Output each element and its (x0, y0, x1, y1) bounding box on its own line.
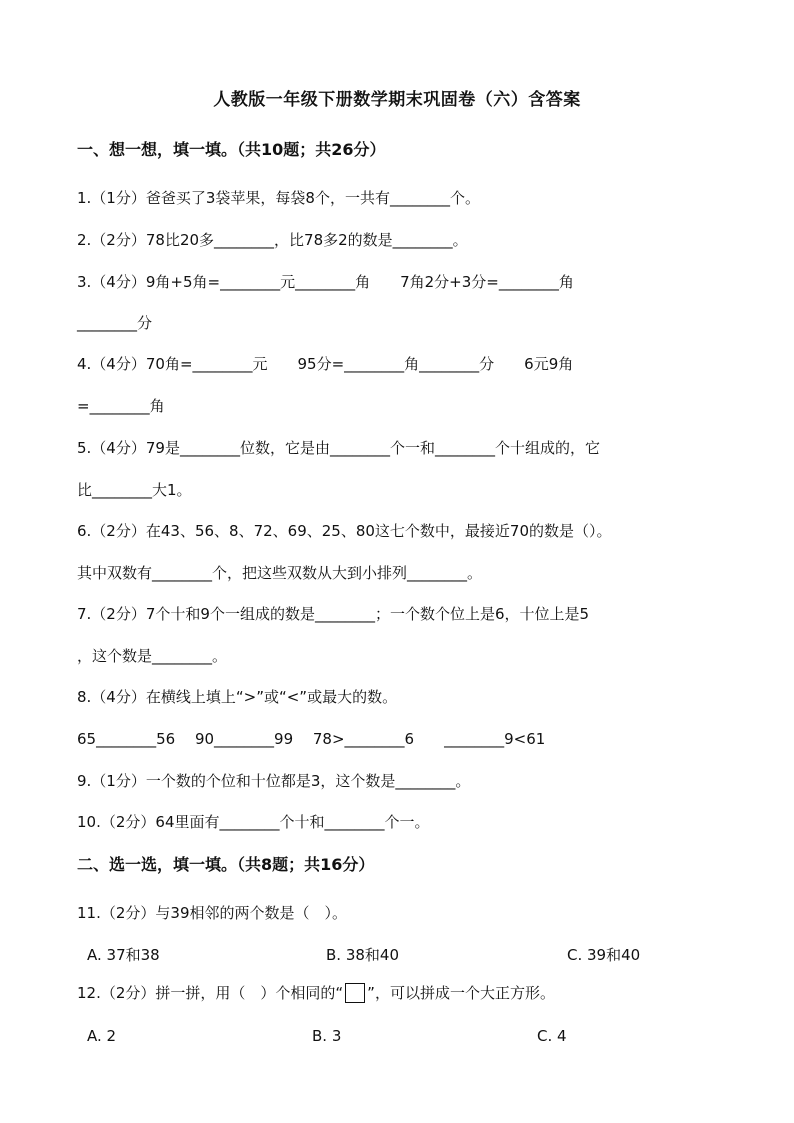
question-10: 10.（2分）64里面有________个十和________个一。 (77, 813, 430, 831)
question-12 (77, 982, 555, 1003)
question-3-line-1: 3.（4分）9角+5角=________元________角 7角2分+3分=________角 (77, 273, 574, 291)
question-11-option-b: B. 38和40 (326, 946, 400, 964)
section-2-heading: 二、选一选，填一填。（共8题；共16分） (77, 855, 375, 874)
question-12-text-before: 12.（2分）拼一拼，用（ ）个相同的“ (77, 984, 344, 1002)
question-7-line-2: ，这个数是________。 (77, 647, 228, 665)
question-11-option-a: A. 37和38 (87, 946, 160, 964)
question-8-line-1: 8.（4分）在横线上填上“>”或“<”或最大的数。 (77, 688, 398, 706)
section-1-heading: 一、想一想，填一填。（共10题；共26分） (77, 140, 386, 159)
question-6-line-1: 6.（2分）在43、56、8、72、69、25、80这七个数中，最接近70的数是（）。 (77, 522, 612, 540)
question-4-line-1: 4.（4分）70角=________元 95分=________角________分 6元9角 (77, 355, 574, 373)
question-5-line-1: 5.（4分）79是________位数，它是由________个一和________个十组成的，它 (77, 439, 600, 457)
square-icon (345, 983, 365, 1003)
question-2: 2.（2分）78比20多________，比78多2的数是________。 (77, 231, 468, 249)
question-12-text-after: ”，可以拼成一个大正方形。 (367, 984, 555, 1002)
question-7-line-1: 7.（2分）7个十和9个一组成的数是________；一个数个位上是6，十位上是5 (77, 605, 590, 623)
question-3-line-2: ________分 (77, 314, 153, 332)
question-11: 11.（2分）与39相邻的两个数是（ ）。 (77, 904, 347, 922)
question-4-line-2: =________角 (77, 397, 165, 415)
question-12-option-a: A. 2 (87, 1027, 117, 1045)
question-12-option-c: C. 4 (537, 1027, 567, 1045)
page-title: 人教版一年级下册数学期末巩固卷（六）含答案 (213, 90, 581, 110)
question-9: 9.（1分）一个数的个位和十位都是3，这个数是________。 (77, 772, 471, 790)
question-6-line-2: 其中双数有________个，把这些双数从大到小排列________。 (77, 564, 483, 582)
question-1: 1.（1分）爸爸买了3袋苹果，每袋8个，一共有________个。 (77, 189, 480, 207)
question-8-line-2: 65________56 90________99 78>________6 ________9<61 (77, 730, 546, 748)
question-11-option-c: C. 39和40 (567, 946, 641, 964)
question-12-option-b: B. 3 (312, 1027, 342, 1045)
question-5-line-2: 比________大1。 (77, 481, 192, 499)
